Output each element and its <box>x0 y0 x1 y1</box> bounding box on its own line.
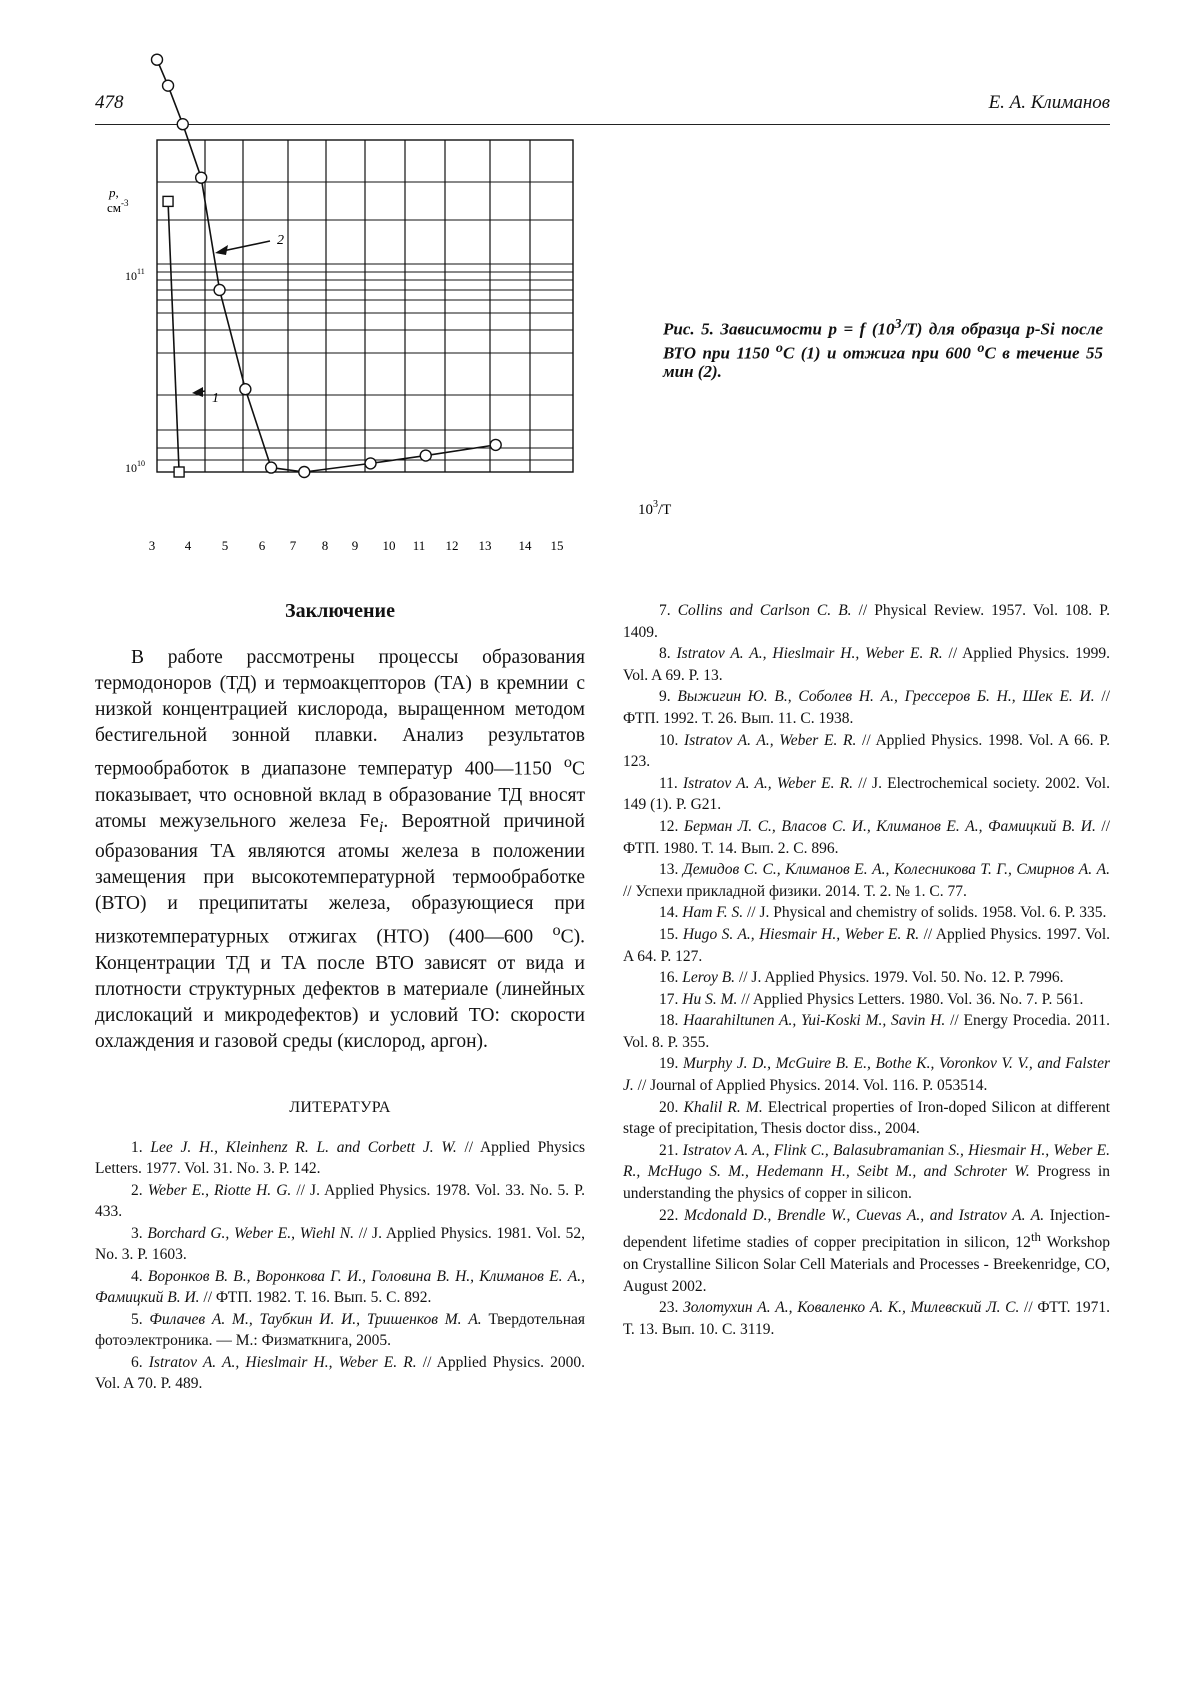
reference-item: 8. Istratov A. A., Hieslmair H., Weber E. R. // Applied Physics. 1999. Vol. A 69. P. 13. <box>623 645 1110 684</box>
conclusion-text: В работе рассмотрены процессы образования термодоноров (ТД) и термоакцепторов (ТА) в кремнии с низкой концентрацией кислорода, выращенном методом бестигельной зонной плавки. Анализ результатов термообработок в диапазоне температур 400—1150 $^o$C показывает, что основной вклад в образование ТД вносят атомы межузельного железа $Fe_i$. Вероятной причиной образования ТА являются атомы железа в положении замещения при высокотемпературной термообработке (ВТО) и преципитаты железа, образующиеся при низкотемпературных отжигах (НТО) (400—600 $^o$C). Концентрации ТД и ТА после ВТО зависят от вида и плотности структурных дефектов в материале (линейных дислокаций и микродефектов) и условий ТО: скорости охлаждения и газовой среды (кислород, аргон). <box>95 647 585 1052</box>
running-author: Е. А. Климанов <box>988 92 1110 113</box>
annotation-2 <box>215 233 284 255</box>
x-tick-label: 5 <box>221 538 229 553</box>
annotation-2-arrowhead <box>215 245 228 255</box>
x-tick-label: 11 <box>412 538 426 553</box>
data-point-circle <box>365 458 376 469</box>
reference-item: 10. Istratov A. A., Weber E. R. // Applied Physics. 1998. Vol. A 66. P. 123. <box>623 731 1111 771</box>
x-tick-label: 8 <box>321 538 329 553</box>
reference-item: 15. Hugo S. A., Hiesmair H., Weber E. R. // Applied Physics. 1997. Vol. A 64. P. 127. <box>623 925 1110 965</box>
x-axis-label: $10^3/T$ <box>638 499 672 518</box>
x-tick-label: 7 <box>289 538 297 553</box>
y-tick-1e11: $10^{11}$ <box>125 267 145 283</box>
reference-item: 22. Mcdonald D., Brendle W., Cuevas A., and Istratov A. A. Injection-dependent lifetime stadies of copper precipitation in silicon, 12th Workshop on Crystalline Silicon Solar Cell Materials and Processes - Breekenridge, CO, August 2002. <box>623 1206 1110 1295</box>
annotation-label-2: 2 <box>277 233 284 248</box>
reference-item: 18. Haarahiltunen A., Yui-Koski M., Savin H. // Energy Procedia. 2011. Vol. 8. P. 355. <box>623 1012 1110 1051</box>
reference-item: 1. Lee J. H., Kleinhenz R. L. and Corbett J. W. // Applied Physics Letters. 1977. Vol. 31. No. 3. P. 142. <box>95 1138 585 1178</box>
x-tick-label: 4 <box>184 538 192 553</box>
data-point-square <box>174 467 184 477</box>
reference-item: 21. Istratov A. A., Flink C., Balasubramanian S., Hiesmair H., Weber E. R., McHugo S. M., Hedemann H., Seibt M., and Schroter W. Progress in understanding the physics of copper in silicon. <box>623 1141 1110 1203</box>
right-column <box>623 600 1110 1340</box>
y-tick-1e10: $10^{10}$ <box>125 459 145 475</box>
figure-caption: Рис. 5. Зависимости p = f $(10^3/T)$ для образца p-Si после ВТО при 1150 $^o$C (1) и отжига при 600 $^o$C в течение 55 мин (2). <box>663 316 1103 382</box>
data-point-square <box>163 196 173 206</box>
reference-item: 19. Murphy J. D., McGuire B. E., Bothe K., Voronkov V. V., and Falster J. // Journal of Applied Physics. 2014. Vol. 116. P. 053514. <box>623 1055 1110 1095</box>
x-tick-label: 14 <box>518 538 532 553</box>
data-point-circle <box>266 462 277 473</box>
conclusion-title: Заключение <box>285 600 395 622</box>
data-point-circle <box>299 467 310 478</box>
x-tick-labels <box>149 538 564 553</box>
data-point-circle <box>152 54 163 65</box>
reference-item: 7. Collins and Carlson C. B. // Physical Review. 1957. Vol. 108. P. 1409. <box>623 602 1111 641</box>
y-axis-label: p, $см^{-3}$ <box>107 185 129 215</box>
series-line-1 <box>168 201 179 472</box>
reference-item: 12. Берман Л. С., Власов С. И., Климанов Е. А., Фамицкий В. И. // ФТП. 1980. Т. 14. Вып. 2. С. 896. <box>623 817 1111 857</box>
page-number: 478 <box>95 92 124 113</box>
x-tick-label: 9 <box>351 538 359 553</box>
reference-item: 3. Borchard G., Weber E., Wiehl N. // J. Applied Physics. 1981. Vol. 52, No. 3. P. 1603. <box>95 1224 586 1264</box>
data-point-circle <box>240 384 251 395</box>
reference-item: 5. Филачев А. М., Таубкин И. И., Тришенков М. А. Твердотельная фотоэлектроника. — М.: Физматкнига, 2005. <box>95 1310 585 1350</box>
data-point-circle <box>490 439 501 450</box>
reference-item: 23. Золотухин А. А., Коваленко А. К., Милевский Л. С. // ФТТ. 1971. Т. 13. Вып. 10. С. 3119. <box>623 1299 1111 1338</box>
x-tick-label: 10 <box>382 538 396 553</box>
literature-title: ЛИТЕРАТУРА <box>289 1098 391 1116</box>
reference-item: 14. Ham F. S. // J. Physical and chemistry of solids. 1958. Vol. 6. P. 335. <box>659 904 1107 922</box>
left-column <box>95 600 585 1395</box>
reference-item: 16. Leroy B. // J. Applied Physics. 1979. Vol. 50. No. 12. P. 7996. <box>659 969 1064 987</box>
reference-item: 11. Istratov A. A., Weber E. R. // J. Electrochemical society. 2002. Vol. 149 (1). P. G21. <box>623 774 1110 814</box>
x-tick-label: 3 <box>148 538 156 553</box>
reference-item: 13. Демидов С. С., Климанов Е. А., Колесникова Т. Г., Смирнов А. А. // Успехи прикладной физики. 2014. Т. 2. № 1. С. 77. <box>623 861 1110 900</box>
reference-item: 17. Hu S. M. // Applied Physics Letters. 1980. Vol. 36. No. 7. P. 561. <box>659 990 1084 1008</box>
running-header <box>95 88 1110 125</box>
x-tick-label: 13 <box>478 538 492 553</box>
data-point-circle <box>196 172 207 183</box>
data-point-circle <box>420 450 431 461</box>
x-tick-label: 12 <box>445 538 459 553</box>
reference-list-left <box>95 1137 585 1395</box>
figure-5-chart <box>95 140 672 560</box>
x-tick-label: 6 <box>258 538 266 553</box>
reference-item: 6. Istratov A. A., Hieslmair H., Weber E. R. // Applied Physics. 2000. Vol. A 70. P. 489. <box>95 1353 585 1393</box>
data-point-circle <box>214 284 225 295</box>
reference-item: 9. Выжигин Ю. В., Соболев Н. А., Грессеров Б. Н., Шек Е. И. // ФТП. 1992. Т. 26. Вып. 11. С. 1938. <box>623 688 1110 727</box>
chart-grid <box>157 140 573 472</box>
data-point-circle <box>177 119 188 130</box>
reference-list-right <box>623 600 1110 1340</box>
reference-item: 4. Воронков В. В., Воронкова Г. И., Головина В. Н., Климанов Е. А., Фамицкий В. И. // ФТП. 1982. Т. 16. Вып. 5. С. 892. <box>95 1267 585 1307</box>
annotation-label-1: 1 <box>212 391 219 406</box>
reference-item: 2. Weber E., Riotte H. G. // J. Applied Physics. 1978. Vol. 33. No. 5. P. 433. <box>95 1181 586 1221</box>
reference-item: 20. Khalil R. M. Electrical properties of Iron-doped Silicon at different stage of precipitation, Thesis doctor diss., 2004. <box>623 1098 1111 1138</box>
data-point-circle <box>163 80 174 91</box>
x-tick-label: 15 <box>550 538 564 553</box>
